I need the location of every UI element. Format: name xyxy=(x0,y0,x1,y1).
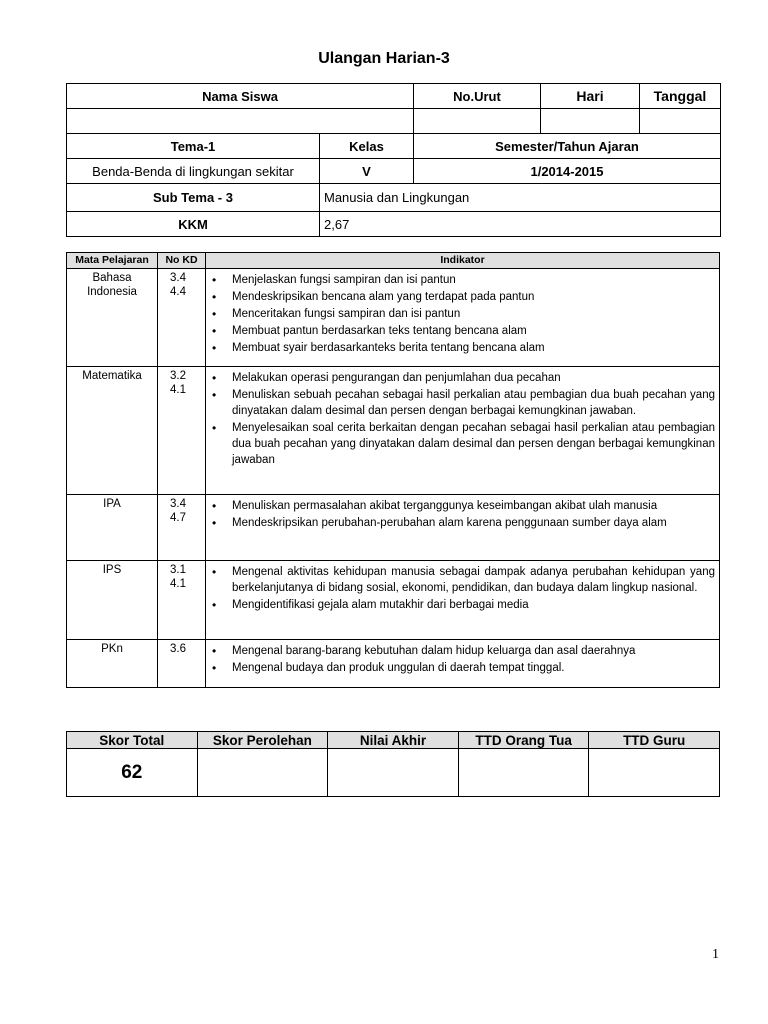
indikator-item: • Menyelesaikan soal cerita berkaitan dengan pecahan sebagai hasil perkalian atau pembagian dua buah pecahan yang dinyatakan dalam desimal dan persen dengan berbagai kemungkinan jawaban xyxy=(210,420,715,468)
indikator-header-row xyxy=(67,253,720,269)
indikator-item: • Mengenal aktivitas kehidupan manusia sebagai dampak adanya perubahan kehidupan yang berkelanjutanya di bidang sosial, ekonomi, pendidikan, dan budaya dalam lingkup nasional. xyxy=(210,564,715,596)
hari-field[interactable] xyxy=(541,109,640,134)
page-number: 1 xyxy=(712,947,719,962)
indikator-item: • Mengenal budaya dan produk unggulan di daerah tempat tinggal. xyxy=(210,660,715,676)
indikator-item: • Mendeskripsikan perubahan-perubahan alam karena penggunaan sumber daya alam xyxy=(210,515,715,531)
indikator-row xyxy=(67,269,720,367)
mapel-header: Mata Pelajaran xyxy=(67,253,158,269)
kd-number: 4.1 xyxy=(170,578,186,590)
indikator-item: • Membuat syair berdasarkanteks berita tentang bencana alam xyxy=(210,340,715,356)
kkm-label: KKM xyxy=(67,212,320,237)
kd-numbers xyxy=(158,495,206,561)
indikator-item: • Membuat pantun berdasarkan teks tentang bencana alam xyxy=(210,323,715,339)
indikator-row xyxy=(67,367,720,495)
indikator-cell xyxy=(206,495,720,561)
indikator-row xyxy=(67,495,720,561)
indikator-item: • Menceritakan fungsi sampiran dan isi pantun xyxy=(210,306,715,322)
ttd-orang-tua-header: TTD Orang Tua xyxy=(458,732,589,749)
skor-total-header: Skor Total xyxy=(67,732,198,749)
subject-name: Bahasa Indonesia xyxy=(67,269,158,367)
nama-siswa-label: Nama Siswa xyxy=(67,84,414,109)
kd-number: 4.4 xyxy=(170,286,186,298)
subject-name: Matematika xyxy=(67,367,158,495)
nokd-header: No KD xyxy=(158,253,206,269)
ttd-guru-field[interactable] xyxy=(589,749,720,797)
subtema-label: Sub Tema - 3 xyxy=(67,184,320,212)
subtema-value: Manusia dan Lingkungan xyxy=(320,184,721,212)
indikator-cell xyxy=(206,367,720,495)
tema-value: Benda-Benda di lingkungan sekitar xyxy=(67,159,320,184)
score-header-row xyxy=(67,732,720,749)
kd-numbers xyxy=(158,640,206,688)
kd-number: 3.4 xyxy=(170,498,186,510)
indikator-item: • Melakukan operasi pengurangan dan penjumlahan dua pecahan xyxy=(210,370,715,386)
kd-numbers xyxy=(158,367,206,495)
indikator-row xyxy=(67,561,720,640)
ttd-orang-tua-field[interactable] xyxy=(458,749,589,797)
hari-label: Hari xyxy=(541,84,640,109)
nama-siswa-field[interactable] xyxy=(67,109,414,134)
indikator-row xyxy=(67,640,720,688)
indikator-item: • Mengidentifikasi gejala alam mutakhir dari berbagai media xyxy=(210,597,715,613)
indikator-list xyxy=(210,370,715,468)
ttd-guru-header: TTD Guru xyxy=(589,732,720,749)
score-table xyxy=(66,731,720,797)
indikator-cell xyxy=(206,269,720,367)
semester-value: 1/2014-2015 xyxy=(414,159,721,184)
student-info-table xyxy=(66,83,721,237)
indikator-header: Indikator xyxy=(206,253,720,269)
indikator-list xyxy=(210,564,715,613)
kelas-value: V xyxy=(320,159,414,184)
indikator-item: • Mendeskripsikan bencana alam yang terdapat pada pantun xyxy=(210,289,715,305)
indikator-list xyxy=(210,498,715,531)
tanggal-label: Tanggal xyxy=(640,84,721,109)
semester-label: Semester/Tahun Ajaran xyxy=(414,134,721,159)
subject-name: IPS xyxy=(67,561,158,640)
no-urut-field[interactable] xyxy=(414,109,541,134)
tema-label: Tema-1 xyxy=(67,134,320,159)
indikator-item: • Menuliskan permasalahan akibat terganggunya keseimbangan akibat ulah manusia xyxy=(210,498,715,514)
score-value-row xyxy=(67,749,720,797)
kelas-label: Kelas xyxy=(320,134,414,159)
kd-number: 3.6 xyxy=(170,643,186,655)
kd-numbers xyxy=(158,269,206,367)
kd-number: 3.2 xyxy=(170,370,186,382)
skor-perolehan-field[interactable] xyxy=(197,749,328,797)
kd-number: 4.7 xyxy=(170,512,186,524)
nilai-akhir-header: Nilai Akhir xyxy=(328,732,459,749)
indikator-list xyxy=(210,643,715,676)
subject-name: IPA xyxy=(67,495,158,561)
tanggal-field[interactable] xyxy=(640,109,721,134)
indikator-cell xyxy=(206,640,720,688)
indikator-list xyxy=(210,272,715,356)
skor-total-value: 62 xyxy=(67,749,198,797)
kd-number: 3.1 xyxy=(170,564,186,576)
kd-number: 3.4 xyxy=(170,272,186,284)
kkm-value: 2,67 xyxy=(320,212,721,237)
skor-perolehan-header: Skor Perolehan xyxy=(197,732,328,749)
indikator-item: • Mengenal barang-barang kebutuhan dalam hidup keluarga dan asal daerahnya xyxy=(210,643,715,659)
subject-name: PKn xyxy=(67,640,158,688)
kd-numbers xyxy=(158,561,206,640)
indikator-table xyxy=(66,252,720,688)
indikator-item: • Menuliskan sebuah pecahan sebagai hasil perkalian atau pembagian dua buah pecahan yang dinyatakan dalam desimal dan persen dengan berbagai kemungkinan jawaban. xyxy=(210,387,715,419)
no-urut-label: No.Urut xyxy=(414,84,541,109)
nilai-akhir-field[interactable] xyxy=(328,749,459,797)
kd-number: 4.1 xyxy=(170,384,186,396)
page-title: Ulangan Harian-3 xyxy=(318,50,450,67)
indikator-item: • Menjelaskan fungsi sampiran dan isi pantun xyxy=(210,272,715,288)
indikator-cell xyxy=(206,561,720,640)
